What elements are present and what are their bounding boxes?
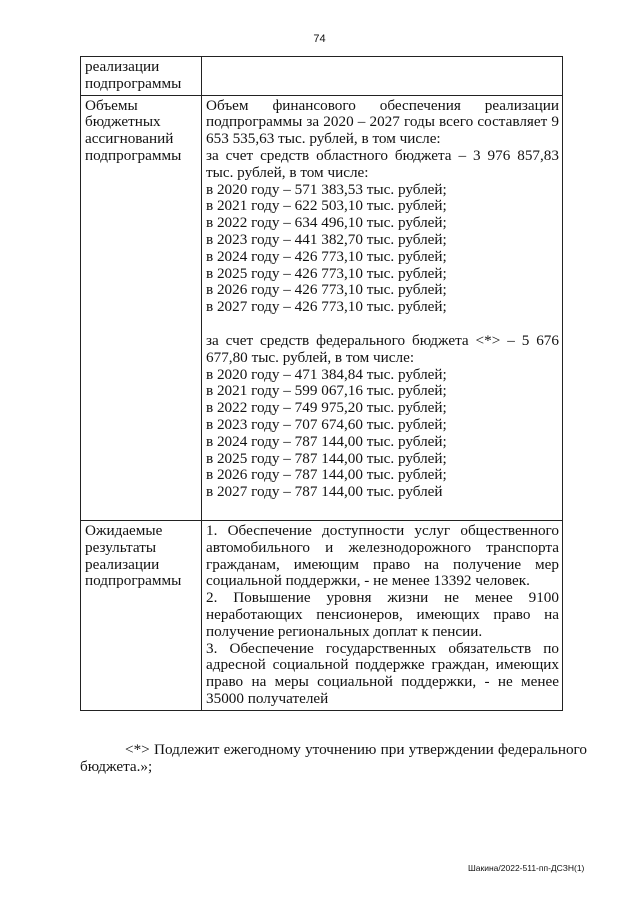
federal-year-line: в 2021 году – 599 067,16 тыс. рублей;	[206, 382, 447, 400]
result-item: 2. Повышение уровня жизни не менее 9100 неработающих пенсионеров, имеющих право на получение региональных доплат к пенсии.	[206, 589, 559, 640]
regional-year-line: в 2024 году – 426 773,10 тыс. рублей;	[206, 247, 447, 265]
federal-year-line: в 2022 году – 749 975,20 тыс. рублей;	[206, 399, 447, 417]
row-label-cell	[81, 95, 202, 520]
result-item: 3. Обеспечение государственных обязательств по адресной социальной поддержке граждан, имеющих право на меры социальной поддержки, - не менее 35000 получателей	[206, 639, 559, 707]
regional-year-line: в 2026 году – 426 773,10 тыс. рублей;	[206, 281, 447, 299]
federal-year-line: в 2027 году – 787 144,00 тыс. рублей	[206, 483, 443, 501]
regional-year-line: в 2022 году – 634 496,10 тыс. рублей;	[206, 214, 447, 232]
table-row-expected-results	[81, 520, 563, 710]
regional-year-line: в 2025 году – 426 773,10 тыс. рублей;	[206, 264, 447, 282]
federal-year-line: в 2025 году – 787 144,00 тыс. рублей;	[206, 449, 447, 467]
regional-budget-intro: за счет средств областного бюджета – 3 976 857,83 тыс. рублей, в том числе:	[206, 146, 559, 181]
table-row-implementation	[81, 57, 563, 96]
federal-year-line: в 2020 году – 471 384,84 тыс. рублей;	[206, 365, 447, 383]
row-label-line: реализации	[85, 555, 160, 573]
results-content-cell	[202, 520, 563, 710]
regional-year-line: в 2027 году – 426 773,10 тыс. рублей;	[206, 298, 447, 316]
row-label-line: Ожидаемые	[85, 521, 163, 539]
result-item: 1. Обеспечение доступности услуг общественного автомобильного и железнодорожного транспорта гражданам, имеющим право на получение мер социальной поддержки, - не менее 13392 человек.	[206, 521, 559, 590]
subprogram-passport-table	[80, 56, 563, 711]
row-label-line: реализации	[85, 58, 160, 75]
federal-year-line: в 2023 году – 707 674,60 тыс. рублей;	[206, 415, 447, 433]
footnote-text: <*> Подлежит ежегодному уточнению при утверждении федерального бюджета.»;	[80, 741, 587, 775]
regional-year-line: в 2021 году – 622 503,10 тыс. рублей;	[206, 197, 447, 215]
paragraph-gap	[206, 501, 559, 518]
regional-year-line: в 2023 году – 441 382,70 тыс. рублей;	[206, 230, 447, 248]
row-label-line: ассигнований	[85, 130, 174, 148]
row-content-cell-empty	[202, 57, 563, 96]
row-label-line: подпрограммы	[85, 146, 182, 164]
federal-year-line: в 2024 году – 787 144,00 тыс. рублей;	[206, 432, 447, 450]
row-label-cell	[81, 520, 202, 710]
funding-total-paragraph: Объем финансового обеспечения реализации подпрограммы за 2020 – 2027 годы всего составляет 9 653 535,63 тыс. рублей, в том числе:	[206, 96, 559, 148]
row-label-line: бюджетных	[85, 113, 161, 131]
federal-year-line: в 2026 году – 787 144,00 тыс. рублей;	[206, 466, 447, 484]
page-number: 74	[313, 33, 326, 45]
footnote	[80, 741, 587, 775]
paragraph-gap	[206, 316, 559, 333]
row-label-line: подпрограммы	[85, 572, 182, 590]
row-label-line: результаты	[85, 538, 157, 556]
table-row-budget-allocations	[81, 95, 563, 520]
regional-year-line: в 2020 году – 571 383,53 тыс. рублей;	[206, 180, 447, 198]
budget-content-cell	[202, 95, 563, 520]
row-label-cell	[81, 57, 202, 96]
federal-budget-intro: за счет средств федерального бюджета <*> – 5 676 677,80 тыс. рублей, в том числе:	[206, 331, 559, 366]
row-label-line: подпрограммы	[85, 74, 182, 92]
row-label-line: Объемы	[85, 96, 138, 114]
document-code: Шакина/2022-511-пп-ДСЗН(1)	[468, 863, 585, 873]
